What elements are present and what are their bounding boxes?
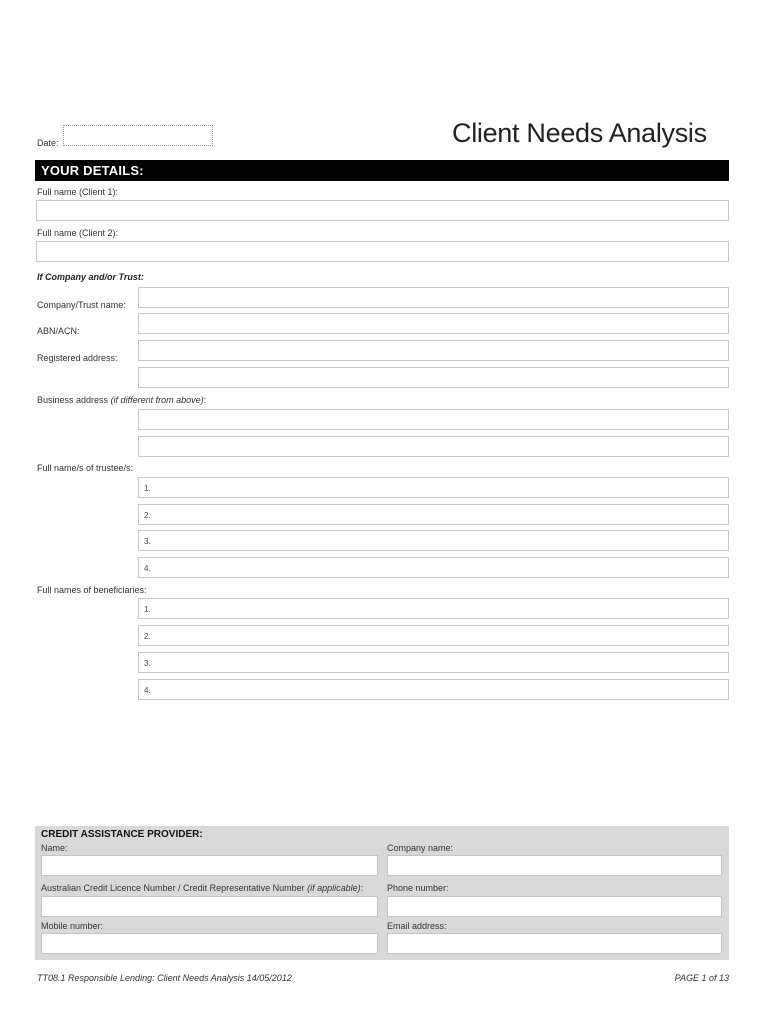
business-address-text: Business address [37, 395, 109, 405]
abn-acn-label: ABN/ACN: [37, 326, 80, 336]
provider-name-label: Name: [41, 843, 68, 853]
beneficiaries-label: Full names of beneficiaries: [37, 585, 147, 595]
business-address-field-1[interactable] [138, 409, 729, 430]
your-details-bar [35, 160, 729, 181]
trustee-field-4[interactable] [138, 557, 729, 578]
email-label: Email address: [387, 921, 447, 931]
beneficiary-number: 4. [144, 686, 151, 695]
page-title: Client Needs Analysis [452, 118, 707, 148]
beneficiary-field-2[interactable] [138, 625, 729, 646]
beneficiary-number: 1. [144, 605, 151, 614]
business-address-field-2[interactable] [138, 436, 729, 457]
footer-page-number: PAGE 1 of 13 [674, 973, 729, 983]
licence-text: Australian Credit Licence Number / Credit Representative Number [41, 883, 305, 893]
company-name-field[interactable] [387, 855, 722, 876]
provider-name-field[interactable] [41, 855, 378, 876]
phone-number-field[interactable] [387, 896, 722, 917]
footer-document-ref: TT08.1 Responsible Lending: Client Needs Analysis 14/05/2012 [37, 973, 292, 983]
trustee-number: 2. [144, 511, 151, 520]
trustee-field-1[interactable] [138, 477, 729, 498]
licence-number-field[interactable] [41, 896, 378, 917]
business-address-colon: : [203, 395, 207, 405]
licence-note: (if applicable) [307, 883, 361, 893]
company-trust-name-label: Company/Trust name: [37, 300, 126, 310]
registered-address-field-1[interactable] [138, 340, 729, 361]
trustees-label: Full name/s of trustee/s: [37, 463, 134, 473]
company-trust-name-field[interactable] [138, 287, 729, 308]
licence-label [41, 883, 363, 893]
credit-provider-heading: CREDIT ASSISTANCE PROVIDER: [41, 829, 203, 840]
registered-address-label: Registered address: [37, 353, 118, 363]
beneficiary-field-1[interactable] [138, 598, 729, 619]
beneficiary-number: 3. [144, 659, 151, 668]
trustee-field-2[interactable] [138, 504, 729, 525]
trustee-number: 4. [144, 564, 151, 573]
company-name-label: Company name: [387, 843, 454, 853]
trustee-number: 1. [144, 484, 151, 493]
registered-address-field-2[interactable] [138, 367, 729, 388]
client2-label: Full name (Client 2): [37, 228, 119, 238]
business-address-label [37, 395, 206, 405]
mobile-label: Mobile number: [41, 921, 104, 931]
credit-provider-panel [35, 826, 729, 960]
date-field[interactable] [63, 125, 213, 146]
licence-colon: : [360, 883, 364, 893]
client1-label: Full name (Client 1): [37, 187, 119, 197]
beneficiary-number: 2. [144, 632, 151, 641]
phone-label: Phone number: [387, 883, 449, 893]
abn-acn-field[interactable] [138, 313, 729, 334]
date-label: Date: [37, 138, 59, 148]
email-address-field[interactable] [387, 933, 722, 954]
your-details-heading: YOUR DETAILS: [41, 163, 144, 178]
mobile-number-field[interactable] [41, 933, 378, 954]
client1-name-field[interactable] [36, 200, 729, 221]
beneficiary-field-3[interactable] [138, 652, 729, 673]
company-trust-heading: If Company and/or Trust: [37, 272, 144, 282]
client2-name-field[interactable] [36, 241, 729, 262]
trustee-number: 3. [144, 537, 151, 546]
business-address-note: (if different from above) [110, 395, 204, 405]
beneficiary-field-4[interactable] [138, 679, 729, 700]
trustee-field-3[interactable] [138, 530, 729, 551]
